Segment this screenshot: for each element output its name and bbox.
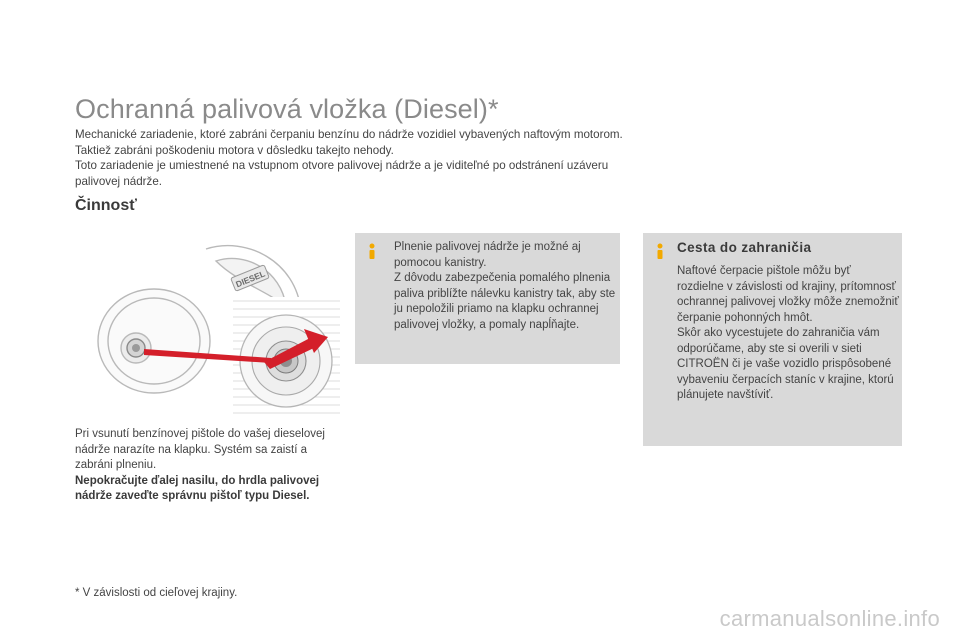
fuel-filler-illustration (96, 231, 340, 416)
info-box-jerrycan-paragraph-2: Z dôvodu zabezpečenia pomalého plnenia paliva priblížte nálevku kanistry tak, aby ste ju nepoložili priamo na klapku ochrannej palivovej vložky, a pomaly napĺňajte. (394, 272, 616, 331)
watermark: carmanualsonline.info (719, 606, 940, 631)
operation-text (75, 427, 335, 505)
intro-paragraph-1: Mechanické zariadenie, ktoré zabráni čerpaniu benzínu do nádrže vozidiel vybavených naftovým motorom. Taktiež zabráni poškodeniu motora v dôsledku takejto nehody. (75, 128, 623, 157)
info-icon (365, 243, 379, 259)
info-icon (653, 243, 667, 259)
operation-paragraph: Pri vsunutí benzínovej pištole do vašej dieselovej nádrže narazíte na klapku. Systém sa zaistí a zabráni plneniu. (75, 428, 325, 471)
intro-paragraph-2: Toto zariadenie je umiestnené na vstupnom otvore palivovej nádrže a je viditeľné po odstránení uzáveru palivovej nádrže. (75, 159, 609, 188)
info-box-travel-abroad (643, 233, 902, 446)
operation-warning: Nepokračujte ďalej nasilu, do hrdla palivovej nádrže zaveďte správnu pištoľ typu Diesel. (75, 474, 320, 502)
section-heading-operation: Činnosť (75, 197, 137, 214)
info-box-travel-abroad-title: Cesta do zahraničia (677, 240, 812, 255)
footnote: * V závislosti od cieľovej krajiny. (75, 587, 238, 599)
diesel-label: DIESEL (234, 268, 267, 290)
info-box-travel-abroad-paragraph-1: Naftové čerpacie pištole môžu byť rozdielne v závislosti od krajiny, prítomnosť ochrannej palivovej vložky môže znemožniť čerpanie pohonných hmôt. (677, 265, 899, 324)
info-box-travel-abroad-text (677, 264, 899, 404)
intro-text (75, 127, 635, 189)
info-box-travel-abroad-paragraph-2: Skôr ako vycestujete do zahraničia vám odporúčame, aby ste si overili v sieti CITROËN či je vaše vozidlo prispôsobené vybaveniu čerpacích staníc v krajine, ktorú plánujete navštíviť. (677, 327, 894, 401)
info-box-jerrycan-paragraph-1: Plnenie palivovej nádrže je možné aj pomocou kanistry. (394, 241, 581, 269)
info-box-jerrycan-text (394, 240, 616, 333)
page-title: Ochranná palivová vložka (Diesel)* (75, 94, 499, 124)
info-box-jerrycan (355, 233, 620, 364)
